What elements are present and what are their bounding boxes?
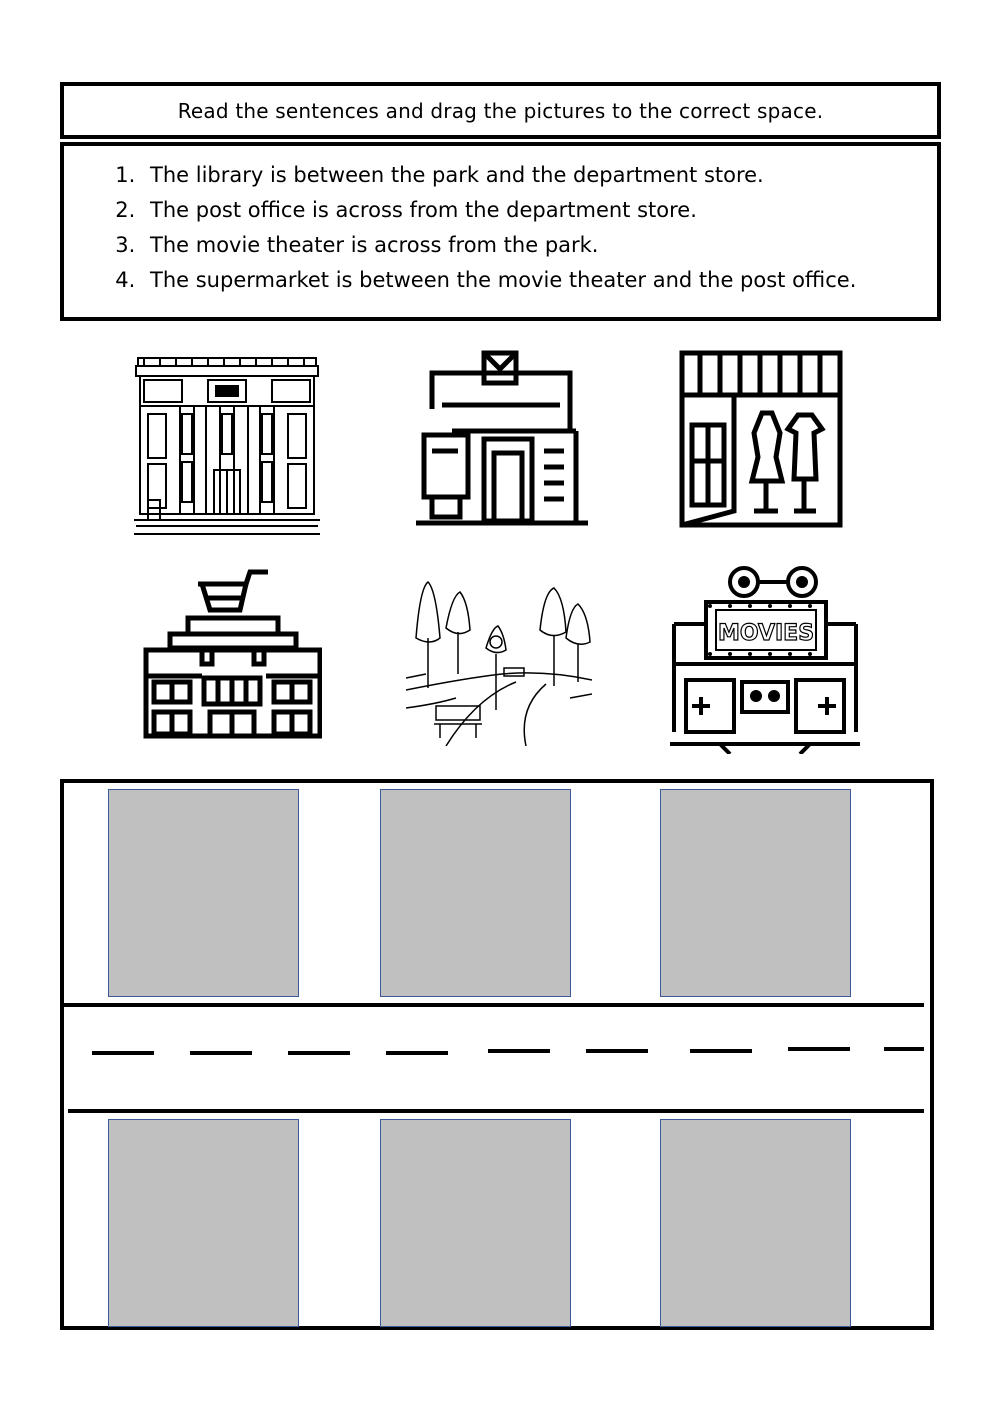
sentence-item: 2. The post office is across from the department store. <box>142 193 937 228</box>
post-office-icon[interactable] <box>412 349 590 527</box>
movies-sign-text: MOVIES <box>717 621 815 646</box>
road-dash <box>690 1049 752 1053</box>
drop-slot-top-2[interactable] <box>380 789 571 997</box>
drop-slot-bottom-3[interactable] <box>660 1119 851 1327</box>
road-dash <box>488 1049 550 1053</box>
road-edge-top <box>64 1003 924 1007</box>
park-icon[interactable] <box>406 578 592 746</box>
road-dash <box>288 1051 350 1055</box>
department-store-icon[interactable] <box>678 349 844 529</box>
drop-slot-bottom-2[interactable] <box>380 1119 571 1327</box>
road-dash <box>586 1049 648 1053</box>
instruction-box <box>60 82 941 139</box>
road-dash <box>884 1047 924 1051</box>
street-map <box>60 779 934 1330</box>
sentence-item: 3. The movie theater is across from the park. <box>142 228 937 263</box>
road-dash <box>386 1051 448 1055</box>
instruction-text: Read the sentences and drag the pictures to the correct space. <box>177 98 824 123</box>
movie-theater-icon[interactable] <box>670 564 860 754</box>
road-dash <box>190 1051 252 1055</box>
sentences-box <box>60 142 941 321</box>
drop-slot-bottom-1[interactable] <box>108 1119 299 1327</box>
road-edge-bottom <box>68 1109 924 1113</box>
sentence-list <box>64 146 937 298</box>
drop-slot-top-3[interactable] <box>660 789 851 997</box>
supermarket-icon[interactable] <box>142 564 322 740</box>
sentence-item: 1. The library is between the park and the department store. <box>142 158 937 193</box>
sentence-item: 4. The supermarket is between the movie theater and the post office. <box>142 263 937 298</box>
road-dash <box>788 1047 850 1051</box>
drop-slot-top-1[interactable] <box>108 789 299 997</box>
road-dash <box>92 1051 154 1055</box>
library-icon[interactable] <box>134 350 320 538</box>
